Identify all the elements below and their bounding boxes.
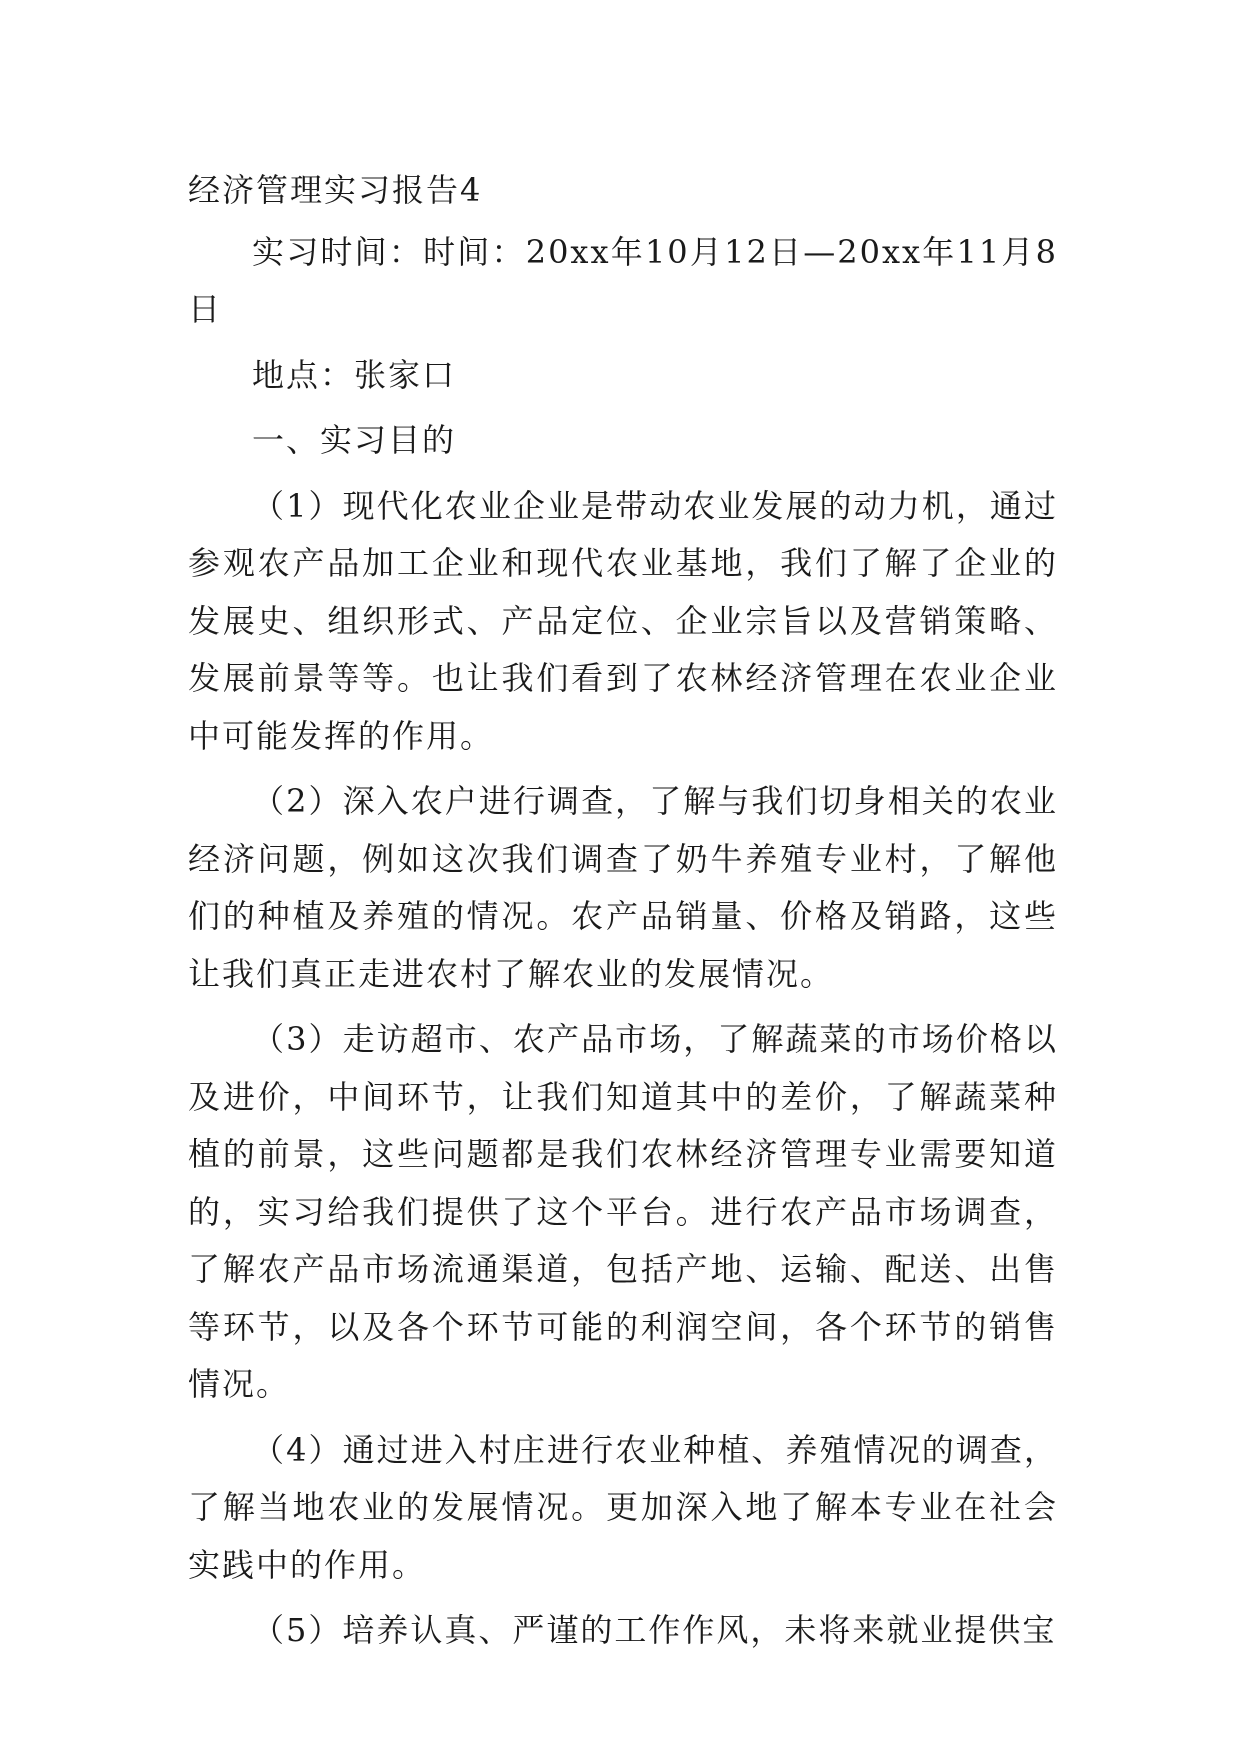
document-title: 经济管理实习报告4 — [188, 171, 483, 209]
purpose-item-1: （1）现代化农业企业是带动农业发展的动力机，通过参观农产品加工企业和现代农业基地，我们了解了企业的发展史、组织形式、产品定位、企业宗旨以及营销策略、发展前景等等。也让我们看到了农林经济管理在农业企业中可能发挥的作用。 — [188, 486, 1058, 755]
internship-time-paragraph: 实习时间：时间：20xx年10月12日—20xx年11月8日 — [188, 232, 1058, 328]
document-body — [188, 162, 1058, 1668]
purpose-item-5: （5）培养认真、严谨的工作作风，未将来就业提供宝 — [252, 1611, 1057, 1649]
purpose-item-4: （4）通过进入村庄进行农业种植、养殖情况的调查，了解当地农业的发展情况。更加深入地了解本专业在社会实践中的作用。 — [188, 1430, 1058, 1584]
location-paragraph: 地点：张家口 — [252, 355, 457, 394]
purpose-item-2: （2）深入农户进行调查，了解与我们切身相关的农业经济问题，例如这次我们调查了奶牛养殖专业村，了解他们的种植及养殖的情况。农产品销量、价格及销路，这些让我们真正走进农村了解农业的发展情况。 — [188, 782, 1058, 993]
purpose-item-3: （3）走访超市、农产品市场，了解蔬菜的市场价格以及进价，中间环节，让我们知道其中的差价，了解蔬菜种植的前景，这些问题都是我们农林经济管理专业需要知道的，实习给我们提供了这个平台。进行农产品市场调查，了解农产品市场流通渠道，包括产地、运输、配送、出售等环节，以及各个环节可能的利润空间，各个环节的销售情况。 — [188, 1020, 1058, 1403]
section-heading-purpose: 一、实习目的 — [252, 421, 457, 459]
